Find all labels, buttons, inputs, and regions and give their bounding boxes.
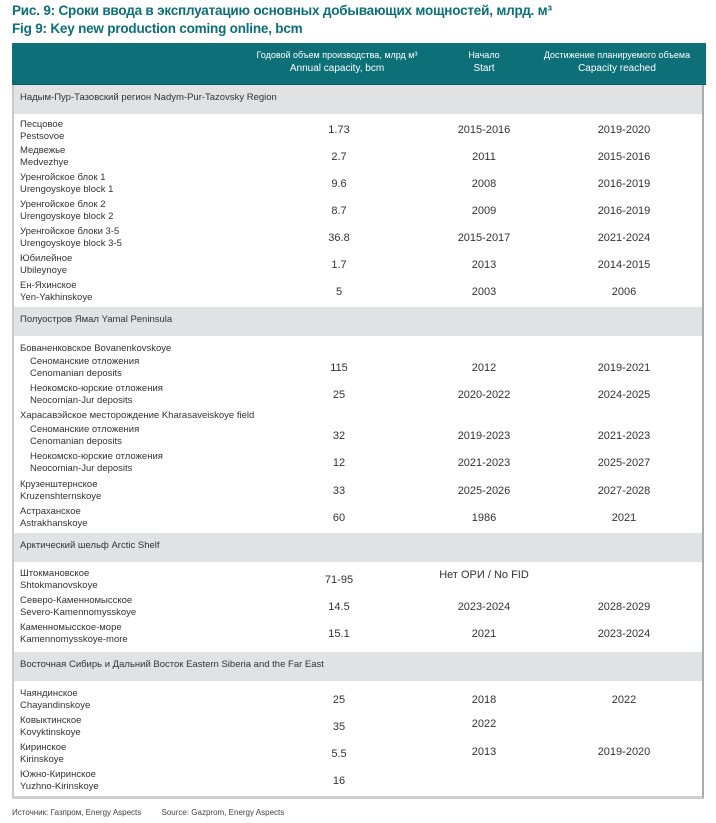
capacity-cell: 71-95 [324,574,354,586]
reached-cell: 2019-2020 [597,746,651,758]
capacity-cell: 9.6 [331,178,347,190]
reached-cell: 2019-2020 [597,124,651,136]
start-cell: 2009 [471,205,497,217]
figure-title-ru: Рис. 9: Сроки ввода в эксплуатацию основных добывающих мощностей, млрд. м³ [12,3,552,18]
start-cell: 2022 [471,718,497,730]
source-en: Source: Gazprom, Energy Aspects [161,808,285,817]
reached-cell: 2021 [611,512,637,524]
field-name: Крузенштернское Kruzenshternskoye [20,479,102,502]
capacity-cell: 14.5 [328,601,350,613]
source-footnote [12,808,302,817]
capacity-cell: 33 [332,485,346,497]
capacity-cell: 25 [332,389,346,401]
field-name: Ен-Яхинское Yen-Yakhinskoye [20,280,93,303]
start-cell: 2021-2023 [457,457,511,469]
table-row [14,477,702,503]
table-row [14,278,702,304]
reached-cell: 2027-2028 [597,485,651,497]
reached-cell: 2022 [611,694,637,706]
start-cell: 2019-2023 [457,430,511,442]
capacity-cell: 15.1 [328,628,350,640]
table-row [14,713,702,739]
capacity-cell: 60 [332,512,346,524]
field-name: Чаяндинское Chayandinskoye [20,688,91,711]
table-row [14,566,702,592]
region-header-yamal: Полуостров Ямал Yamal Peninsula [14,307,702,336]
start-cell: 2012 [471,362,497,374]
start-cell: 2021 [471,628,497,640]
header-capacity-ru: Годовой объем производства, млрд м³ [256,50,418,60]
reached-cell: 2024-2025 [597,389,651,401]
start-cell: 2020-2022 [457,389,511,401]
start-cell: 2008 [471,178,497,190]
capacity-cell: 25 [332,694,346,706]
start-cell: 2015-2016 [457,124,511,136]
capacity-cell: 36.8 [328,232,350,244]
reached-cell: 2021-2024 [597,232,651,244]
reached-cell: 2023-2024 [597,628,651,640]
header-reached [532,48,702,76]
capacity-cell: 8.7 [331,205,347,217]
group-title-bovanenkovskoye: Бованенковское Bovanenkovskoye [20,343,172,354]
figure-title-en: Fig 9: Key new production coming online, bcm [12,21,303,36]
table-row [14,620,702,646]
reached-cell: 2015-2016 [597,151,651,163]
start-cell: 2013 [471,746,497,758]
table-row [14,170,702,196]
reached-cell: 2021-2023 [597,430,651,442]
start-cell: 2015-2017 [457,232,511,244]
table-row [14,423,702,449]
field-name: Северо-Каменномысское Severo-Kamennomysskoye [20,595,137,618]
start-cell: 2023-2024 [457,601,511,613]
region-header-arctic: Арктический шельф Arctic Shelf [14,533,702,562]
field-name: Сеноманские отложения Cenomanian deposits [30,356,140,379]
reached-cell: 2016-2019 [597,178,651,190]
field-name: Неокомско-юрские отложения Neocomian-Jur deposits [30,383,163,406]
capacity-cell: 115 [330,362,348,374]
capacity-cell: 16 [332,775,346,787]
start-cell: 2025-2026 [457,485,511,497]
field-name: Киринское Kirinskoye [20,742,67,765]
region-header-nadym: Надым-Пур-Тазовский регион Nadym-Pur-Tazovsky Region [14,85,702,114]
table-row [14,117,702,143]
field-name: Медвежье Medvezhye [20,145,69,168]
start-cell: 1986 [471,512,497,524]
table-row [14,593,702,619]
table-row [14,382,702,408]
field-name: Сеноманские отложения Cenomanian deposits [30,424,140,447]
table-row [14,224,702,250]
start-cell: 2013 [471,259,497,271]
reached-cell: 2016-2019 [597,205,651,217]
table-header [12,43,706,85]
field-name: Уренгойское блоки 3-5 Urengoyskoye block 3-5 [20,226,122,249]
capacity-cell: 1.73 [328,124,350,136]
field-name: Песцовое Pestsovoe [20,119,65,142]
header-start-en: Start [473,63,495,74]
field-name: Южно-Киринское Yuzhno-Kirinskoye [20,769,99,792]
start-cell: Нет ОРИ / No FID [439,569,529,581]
reached-cell: 2028-2029 [597,601,651,613]
table-row [14,504,702,530]
reached-cell: 2019-2021 [597,362,651,374]
source-ru: Источник: Газпром, Energy Aspects [12,808,142,817]
start-cell: 2011 [472,151,496,163]
field-name: Неокомско-юрские отложения Neocomian-Jur deposits [30,451,163,474]
field-name: Каменномысское-море Kamennomysskoye-more [20,622,128,645]
capacity-cell: 2.7 [331,151,347,163]
field-name: Уренгойское блок 1 Urengoyskoye block 1 [20,172,114,195]
field-name: Астраханское Astrakhanskoye [20,506,88,529]
capacity-cell: 5 [335,286,343,298]
field-name: Уренгойское блок 2 Urengoyskoye block 2 [20,199,114,222]
capacity-cell: 32 [332,430,346,442]
header-capacity-en: Annual capacity, bcm [289,63,385,74]
start-cell: 2003 [471,286,497,298]
start-cell: 2018 [471,694,497,706]
field-name: Юбилейное Ubileynoye [20,253,73,276]
header-capacity [227,48,447,76]
production-table [12,43,704,799]
header-start-ru: Начало [468,50,500,60]
field-name: Штокмановское Shtokmanovskoye [20,568,98,591]
table-row [14,143,702,169]
header-reached-en: Capacity reached [578,63,656,74]
field-name: Ковыктинское Kovyktinskoye [20,715,82,738]
table-row [14,767,702,793]
capacity-cell: 5.5 [331,748,347,760]
region-header-eastern-siberia: Восточная Сибирь и Дальний Восток Eastern Siberia and the Far East [14,652,702,681]
capacity-cell: 1.7 [331,259,347,271]
header-start [444,48,524,76]
table-row [14,197,702,223]
header-reached-ru: Достижение планируемого объема [543,50,691,60]
reached-cell: 2025-2027 [597,457,651,469]
group-title-kharasaveiskoye: Харасавэйское месторождение Kharasaveiskoye field [20,410,255,421]
table-row [14,686,702,712]
reached-cell: 2014-2015 [597,259,651,271]
table-row [14,251,702,277]
reached-cell: 2006 [611,286,637,298]
table-row [14,740,702,766]
capacity-cell: 12 [332,457,346,469]
table-row [14,450,702,476]
table-row [14,355,702,381]
capacity-cell: 35 [332,721,346,733]
